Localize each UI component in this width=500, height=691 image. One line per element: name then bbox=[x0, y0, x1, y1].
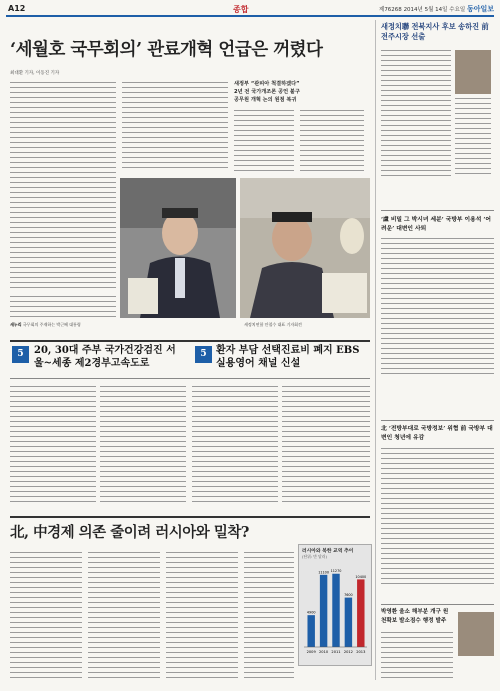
mid-col-4 bbox=[282, 386, 370, 506]
right-item-2-title: ‘盧 비밀 그 박시녀 세분’ 국방부 이용석 ‘어려운’ 대변인 사퇴 bbox=[381, 217, 491, 232]
banner-2-title: 환자 부담 선택진료비 폐지 EBS 실용영어 채널 신설 bbox=[216, 345, 360, 369]
bottom-col-1 bbox=[10, 552, 82, 680]
banner-1-title: 20, 30대 주부 국가건강검진 서울~세종 제2경부고속도로 bbox=[34, 345, 176, 369]
chart-category-label: 2013 bbox=[356, 650, 366, 654]
bottom-col-3 bbox=[166, 552, 238, 680]
chart-unit: (단위: 만 달러) bbox=[302, 554, 327, 559]
chart-data-label: 11100 bbox=[318, 570, 329, 575]
banner-bottom-rule bbox=[10, 378, 370, 379]
lead-photo-2 bbox=[240, 178, 370, 318]
chart-bar bbox=[307, 615, 314, 647]
masthead-logo: 동아일보 bbox=[466, 5, 494, 13]
edition-prefix: 제 bbox=[378, 7, 385, 13]
chart-plot bbox=[299, 561, 371, 661]
lead-photo-2-image bbox=[240, 178, 370, 318]
right-item-4-body bbox=[381, 632, 453, 680]
lead-subhead-2: 2년 전 국가개조론 공언 불구 bbox=[234, 89, 300, 95]
lead-subhead-1: 새정부 “관피아 척결하겠다” bbox=[234, 81, 300, 87]
chart-data-label: 11270 bbox=[330, 569, 342, 574]
trade-chart bbox=[298, 544, 372, 666]
masthead-block bbox=[379, 4, 494, 14]
photo-2-caption bbox=[244, 322, 370, 328]
right-item-3-body bbox=[381, 448, 494, 588]
chart-bar bbox=[357, 579, 364, 647]
right-item-1-body-b bbox=[455, 98, 491, 180]
photo-2-caption-text: 새정치연합 안철수 대표 기자회견 bbox=[244, 322, 302, 327]
lead-byline: 최대환 기자, 이동진 기자 bbox=[10, 71, 60, 76]
right-divider-3 bbox=[381, 604, 494, 605]
lead-body-col1 bbox=[10, 82, 116, 292]
right-item-1-portrait bbox=[455, 50, 491, 94]
right-item-2 bbox=[381, 216, 494, 233]
mid-col-2 bbox=[100, 386, 186, 506]
lead-body-col3 bbox=[234, 110, 294, 172]
right-item-4 bbox=[381, 608, 453, 625]
right-item-3 bbox=[381, 425, 494, 442]
right-item-4-title: 박영환 울소 해부분 개구 원천확보 발소점수 행정 발주 bbox=[381, 609, 449, 624]
chart-bar bbox=[345, 598, 352, 647]
bottom-headline: 北, 中경제 의존 줄이려 러시아와 밀착? bbox=[10, 524, 249, 541]
edition-number: 76268 bbox=[384, 7, 402, 13]
bottom-col-4 bbox=[244, 552, 294, 680]
chart-data-label: 4900 bbox=[306, 610, 316, 615]
right-divider-1 bbox=[381, 210, 494, 211]
banner-1-badge: 5 bbox=[12, 346, 29, 363]
banner-top-rule bbox=[10, 340, 370, 342]
lead-headline: ‘세월호 국무회의’ 관료개혁 언급은 꺼렸다 bbox=[10, 40, 323, 60]
chart-category-label: 2010 bbox=[319, 650, 329, 654]
bottom-top-rule bbox=[10, 516, 370, 518]
chart-data-label: 10400 bbox=[355, 574, 367, 579]
mid-col-1 bbox=[10, 386, 96, 506]
chart-bar bbox=[332, 574, 339, 647]
lead-photo-1-image bbox=[120, 178, 236, 318]
right-item-1-title: 새정치聯 전북지사 후보 송하진 前전주시장 선출 bbox=[381, 22, 489, 41]
section-label: 종합 bbox=[233, 5, 249, 14]
lead-subhead-3: 공무원 개혁 논의 원점 복귀 bbox=[234, 97, 297, 103]
chart-data-label: 7600 bbox=[344, 593, 353, 598]
page-number: A12 bbox=[8, 4, 26, 13]
right-item-2-body bbox=[381, 238, 494, 378]
right-item-4-portrait bbox=[458, 612, 494, 656]
banner-2-badge: 5 bbox=[195, 346, 212, 363]
chart-category-label: 2009 bbox=[306, 650, 316, 654]
issue-date: 2014년 5월 14일 수요일 bbox=[403, 7, 466, 13]
chart-category-label: 2011 bbox=[331, 650, 341, 654]
lead-subheads bbox=[234, 80, 364, 104]
lead-body-col1b bbox=[10, 296, 116, 320]
right-column-rule bbox=[375, 20, 376, 680]
photo-1-caption-text: 국무회의 주재하는 박근혜 대통령 bbox=[22, 322, 81, 327]
lead-photo-1 bbox=[120, 178, 236, 318]
bottom-col-2 bbox=[88, 552, 160, 680]
lead-body-col2 bbox=[122, 82, 228, 172]
chart-category-label: 2012 bbox=[343, 650, 353, 654]
right-divider-2 bbox=[381, 420, 494, 421]
header-rule bbox=[6, 15, 494, 17]
lead-body-col4 bbox=[300, 110, 364, 172]
chart-bar bbox=[320, 575, 327, 647]
photo-1-caption: 새누리 국무회의 주재하는 박근혜 대통령 bbox=[10, 322, 81, 327]
right-item-1-body bbox=[381, 50, 451, 180]
mid-col-3 bbox=[192, 386, 278, 506]
right-item-3-title: 北 ‘전방부대로 국방정보’ 위협 前 국방부 대변인 청년에 유감 bbox=[381, 426, 493, 441]
right-item-1 bbox=[381, 22, 494, 42]
chart-title: 러시아와 북한 교역 추이 bbox=[302, 549, 354, 554]
